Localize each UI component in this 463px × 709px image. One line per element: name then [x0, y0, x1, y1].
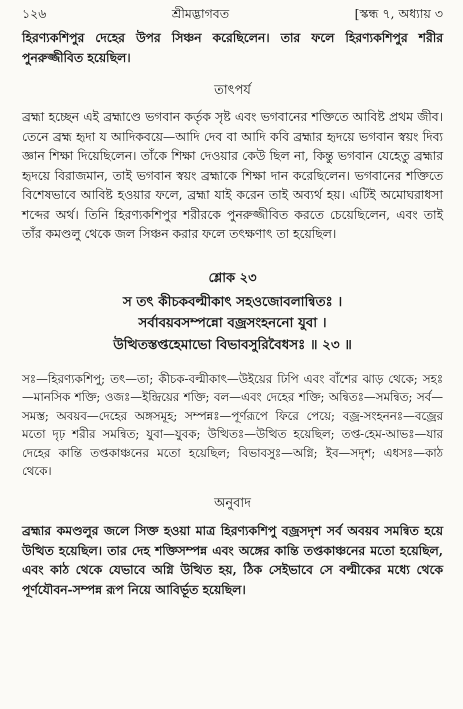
translation-heading: অনুবাদ: [214, 496, 251, 512]
page-header: [22, 6, 443, 28]
translation-text: ব্রহ্মার কমণ্ডলুর জলে সিক্ত হওয়া মাত্র হিরণ্যকশিপু বজ্রসদৃশ সর্ব অবয়ব সমন্বিত হয়ে উত্থিত হয়েছিল। তার দেহ শক্তিসম্পন্ন এবং অঙ্গের কান্তি তপ্তকাঞ্চনের মতো হয়েছিল, এবং কাঠ থেকে যেভাবে অগ্নি উত্থিত হয়, ঠিক সেইভাবে সে বল্মীকের মধ্যে থেকে পূর্ণযৌবন-সম্পন্ন রূপ নিয়ে আবির্ভূত হয়েছিল।: [22, 523, 443, 597]
book-title: শ্রীমদ্ভাগবত: [171, 6, 230, 21]
purport-heading: তাৎপর্য: [214, 83, 251, 98]
verse-line: সর্বাবয়বসম্পন্নো বজ্রসংহননো যুবা ।: [138, 315, 327, 331]
verse-line: স তৎ কীচকবল্মীকাৎ সহওজোবলান্বিতঃ ।: [122, 293, 343, 310]
intro-text: হিরণ্যকশিপুর দেহের উপর সিঞ্চন করেছিলেন। তার ফলে হিরণ্যকশিপুর শরীর পুনরুজ্জীবিত হয়েছিল।: [22, 30, 443, 65]
page-number: ১২৬: [22, 6, 47, 21]
synonyms-text: সঃ—হিরণ্যকশিপু; তৎ—তা; কীচক-বল্মীকাৎ—উইয়ের ঢিপি এবং বাঁশের ঝাড় থেকে; সহঃ—মানসিক শক্তি; ওজঃ—ইন্দ্রিয়ের শক্তি; বল—এবং দেহের শক্তি; অন্বিতঃ—সমন্বিত; সর্ব—সমস্ত; অবয়ব—দেহের অঙ্গসমূহ; সম্পন্নঃ—পূর্ণরূপে ফিরে পেয়ে; বজ্র-সংহননঃ—বজ্রের মতো দৃঢ় শরীর সমন্বিত; যুবা—যুবক; উত্থিতঃ—উত্থিত হয়েছিল; তপ্ত-হেম-আভঃ—যার দেহের কান্তি তপ্তকাঞ্চনের মতো হয়েছিল; বিভাবসুঃ—অগ্নি; ইব—সদৃশ; এধসঃ—কাঠ থেকে।: [22, 372, 443, 479]
verse-heading: শ্লোক ২৩: [208, 270, 257, 286]
verse-lines: [22, 292, 443, 357]
chapter-reference: [স্কন্ধ ৭, অধ্যায় ৩: [354, 6, 443, 21]
verse-line: উত্থিতস্তপ্তহেমাভো বিভাবসুরিবৈধসঃ ॥ ২৩ ॥: [113, 336, 352, 353]
purport-text: ব্রহ্মা হচ্ছেন এই ব্রহ্মাণ্ডে ভগবান কর্তৃক সৃষ্ট এবং ভগবানের শক্তিতে আবিষ্ট প্রথম জীব। তেনে ব্রহ্ম হৃদা য আদিকবয়ে—আদি দেব বা আদি কবি ব্রহ্মার হৃদয়ে ভগবান স্বয়ং দিব্য জ্ঞান শিক্ষা দিয়েছিলেন। তাঁকে শিক্ষা দেওয়ার কেউ ছিল না, কিন্তু ভগবান যেহেতু ব্রহ্মার হৃদয়ে বিরাজমান, তাই ভগবান স্বয়ং ব্রহ্মাকে শিক্ষা দান করেছিলেন। ভগবানের শক্তিতে বিশেষভাবে আবিষ্ট হওয়ার ফলে, ব্রহ্মা যাই করেন তাই অব্যর্থ হয়। এটিই অমোঘরাধসা শব্দের অর্থ। তিনি হিরণ্যকশিপুর শরীরকে পুনরুজ্জীবিত করতে চেয়েছিলেন, এবং তাই তাঁর কমণ্ডলু থেকে জল সিঞ্চন করার ফলে তৎক্ষণাৎ তা হয়েছিল।: [22, 110, 443, 241]
